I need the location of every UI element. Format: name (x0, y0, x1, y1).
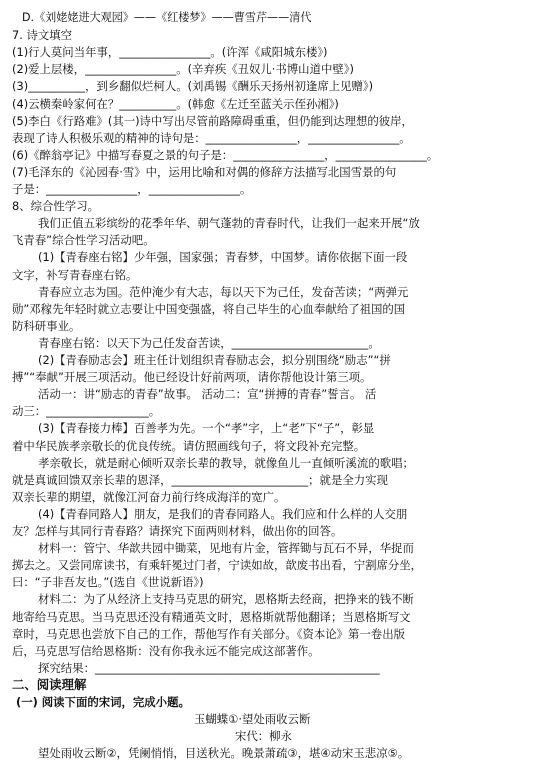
option-d: D.《刘姥姥进大观园》——《红楼梦》——曹雪芹——清代 (22, 11, 312, 24)
q8-part1-text-3: 防科研事业。 (12, 318, 81, 333)
material-1-source: 曰：“子非吾友也。”(选自《世说新语》) (12, 575, 204, 590)
q8-part1-answer: 青春座右铭：以天下为己任发奋苦读，________________________。 (38, 335, 380, 350)
material-1: 材料一：管宁、华歆共园中锄菜，见地有片金，管挥锄与瓦石不异，华捉而 (38, 541, 414, 556)
material-1-cont: 掷去之。又尝同席读书，有乘轩冕过门者，宁读如故，歆废书出看，宁割席分坐， (12, 558, 423, 573)
q7-item-5-cont: 表现了诗人积极乐观的精神的诗句是：________________，________________。 (12, 130, 411, 145)
q8-part2: (2)【青春励志会】班主任计划组织青春励志会，拟分别围绕“励志”“拼 (38, 353, 391, 367)
poem-title: 玉蝴蝶①·望处雨收云断 (194, 712, 311, 727)
q7-item-7-cont: 子是：________________，________________。 (12, 182, 252, 196)
q8-heading: 8、综合性学习。 (12, 199, 99, 214)
poem-author: 宋代：柳永 (235, 729, 292, 744)
q7-item-3: (3)__________，到乡翻似烂柯人。(刘禹锡《酬乐天扬州初逢席上见赠》) (12, 79, 374, 94)
poem-line-1: 望处雨收云断②，凭阑悄悄，目送秋光。晚景萧疏③，堪④动宋玉悲凉⑤。 (38, 746, 410, 761)
q7-item-6: (6)《醉翁亭记》中描写春夏之景的句子是：________________，________________。 (12, 147, 439, 162)
q8-part2-answer: 动三：__________________。 (12, 404, 161, 419)
q8-part1-text: 青春应立志为国。范仲淹少有大志，每以天下为己任，发奋苦读；“两弹元 (38, 284, 409, 299)
material-2-cont-2: 章时，马克思也尝放下自己的工作，帮他写作有关部分。《资本论》第一卷出版 (12, 626, 405, 641)
q8-part2-cont: 搏”“奉献”开展三项活动。他已经设计好前两项，请你帮他设计第三项。 (12, 370, 372, 385)
material-2-cont: 地寄给马克思。当马克思还没有精通英文时，恩格斯就帮他翻译；当恩格斯写文 (12, 609, 411, 624)
q7-item-4: (4)云横秦岭家何在？__________。(韩愈《左迁至蓝关示侄孙湘》) (12, 96, 339, 111)
q8-part4-cont: 友？怎样与其同行青春路？请探究下面两则材料，做出你的回答。 (12, 524, 343, 538)
explore-result: 探究结果：__________________________________________________ (38, 660, 380, 675)
q8-part3-text-3: 双亲长辈的期望，就像江河奋力前行终成海洋的宽广。 (12, 489, 286, 504)
subsection-1-heading: (一) 阅读下面的宋词，完成小题。 (16, 695, 190, 709)
q8-part2-activities: 活动一：讲“励志的青春”故事。 活动二：宣“拼搏的青春”誓言。 活 (38, 387, 377, 402)
section-2-heading: 二、阅读理解 (12, 676, 87, 692)
q7-item-1: (1)行人莫问当年事，________________。(许浑《咸阳城东楼》) (12, 45, 328, 60)
q8-part4: (4)【青春同路人】朋友，是我们的青春同路人。我们应和什么样的人交朋 (38, 506, 408, 521)
q7-item-2: (2)爱上层楼，________________。(辛弃疾《丑奴儿·书博山道中壁》) (12, 62, 354, 77)
q7-heading: 7. 诗文填空 (12, 28, 73, 43)
q8-intro: 我们正值五彩缤纷的花季年华、朝气蓬勃的青春时代，让我们一起来开展“放 (38, 216, 420, 231)
q8-part3-text-2: 就是真诚回馈双亲长辈的恩泽，________________________；就是全力实现 (12, 472, 388, 487)
material-2-cont-3: 后，马克思写信给恩格斯：没有你我永远不能完成这部著作。 (12, 643, 320, 658)
q8-intro-cont: 飞青春”综合性学习活动吧。 (12, 233, 155, 248)
q8-part3-text: 孝亲敬长，就是耐心倾听双亲长辈的教导，就像鱼儿一直倾听溪流的歌唱； (38, 455, 414, 470)
q8-part3-cont: 着中华民族孝亲敬长的优良传统。请仿照画线句子，将文段补充完整。 (12, 438, 366, 453)
q7-item-5: (5)李白《行路难》(其一)诗中写出尽管前路障碍重重，但仍能到达理想的彼岸， (12, 113, 413, 128)
q8-part3: (3)【青春接力棒】百善孝为先。一个“孝”字，上“老”下“子”，彰显 (38, 421, 375, 436)
q7-item-7: (7)毛泽东的《沁园春·雪》中，运用比喻和对偶的修辞方法描写北国雪景的句 (12, 164, 397, 179)
q8-part1: (1)【青春座右铭】少年强，国家强；青春梦，中国梦。请你依据下面一段 (38, 250, 408, 265)
material-2: 材料二：为了从经济上支持马克思的研究，恩格斯去经商，把挣来的钱不断 (38, 592, 414, 607)
q8-part1-cont: 文字，补写青春座右铭。 (12, 267, 138, 282)
q8-part1-text-2: 勋”邓稼先年轻时就立志要让中国变强盛，将自己毕生的心血奉献给了祖国的国 (12, 301, 406, 316)
